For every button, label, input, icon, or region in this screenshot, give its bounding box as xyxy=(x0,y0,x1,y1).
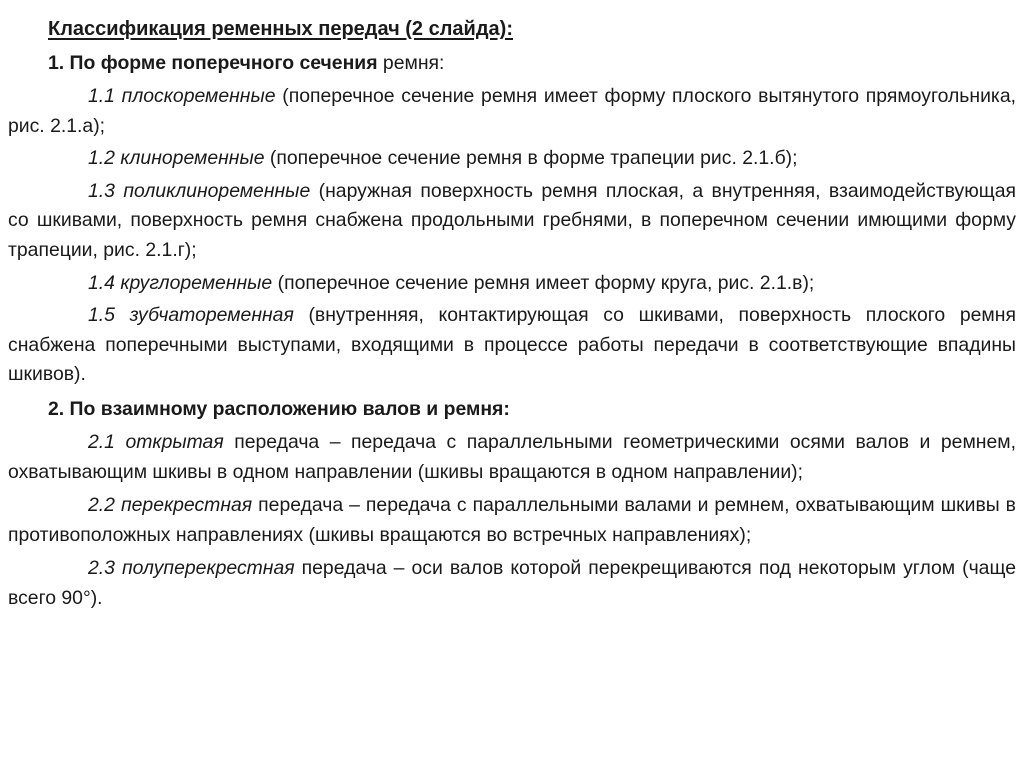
section-1-heading xyxy=(48,49,1016,79)
item-term: 1.1 плоскоременные xyxy=(88,85,276,107)
item-text: (наружная поверхность ремня плоская, а внутренняя, взаимодействующая со шкивами, поверхность ремня снабжена продольными гребнями, в поперечном сечении имющими форму трапеции, рис. 2.1.г); xyxy=(8,179,1016,261)
item-text: передача – передача с параллельными геометрическими осями валов и ремнем, охватывающим шкивы в одном направлении (шкивы вращаются в одном направлении); xyxy=(8,430,1016,483)
list-item-1-4 xyxy=(8,269,1016,299)
list-item-2-2 xyxy=(8,491,1016,550)
slide-content xyxy=(8,14,1016,614)
item-term: 1.5 зубчатоременная xyxy=(88,304,294,327)
item-text: передача – оси валов которой перекрещиваются под некоторым углом (чаще всего 90°). xyxy=(8,557,1016,609)
item-term: 2.3 полуперекрестная xyxy=(88,557,295,580)
item-text: (поперечное сечение ремня имеет форму плоского вытянутого прямоугольника, рис. 2.1.а); xyxy=(8,85,1016,137)
section-2-heading xyxy=(48,395,1016,425)
item-term: 1.4 круглоременные xyxy=(88,271,273,294)
item-text: (поперечное сечение ремня в форме трапеции рис. 2.1.б); xyxy=(264,147,798,170)
item-text: (поперечное сечение ремня имеет форму круга, рис. 2.1.в); xyxy=(272,271,815,294)
list-item-1-1 xyxy=(8,82,1016,141)
item-text: (внутренняя, контактирующая со шкивами, поверхность плоского ремня снабжена поперечными выступами, входящими в процессе работы передачи в соответствующие впадины шкивов). xyxy=(8,304,1016,386)
list-item-1-3 xyxy=(8,177,1016,266)
section-1-heading-rest: ремня: xyxy=(377,52,445,74)
item-text: передача – передача с параллельными валами и ремнем, охватывающим шкивы в противоположных направлениях (шкивы вращаются во встречных направлениях); xyxy=(8,494,1016,546)
item-term: 2.1 открытая xyxy=(88,430,224,453)
list-item-2-1 xyxy=(8,428,1016,487)
section-1-heading-bold: 1. По форме поперечного сечения xyxy=(48,52,378,74)
item-term: 2.2 перекрестная xyxy=(88,494,253,517)
slide-title: Классификация ременных передач (2 слайда): xyxy=(48,18,513,40)
list-item-2-3 xyxy=(8,554,1016,613)
list-item-1-2 xyxy=(8,144,1016,174)
item-term: 1.2 клиноременные xyxy=(88,147,265,170)
item-term: 1.3 поликлиноременные xyxy=(88,179,311,202)
list-item-1-5 xyxy=(8,301,1016,390)
section-2-heading-bold: 2. По взаимному расположению валов и ремня: xyxy=(48,397,510,420)
